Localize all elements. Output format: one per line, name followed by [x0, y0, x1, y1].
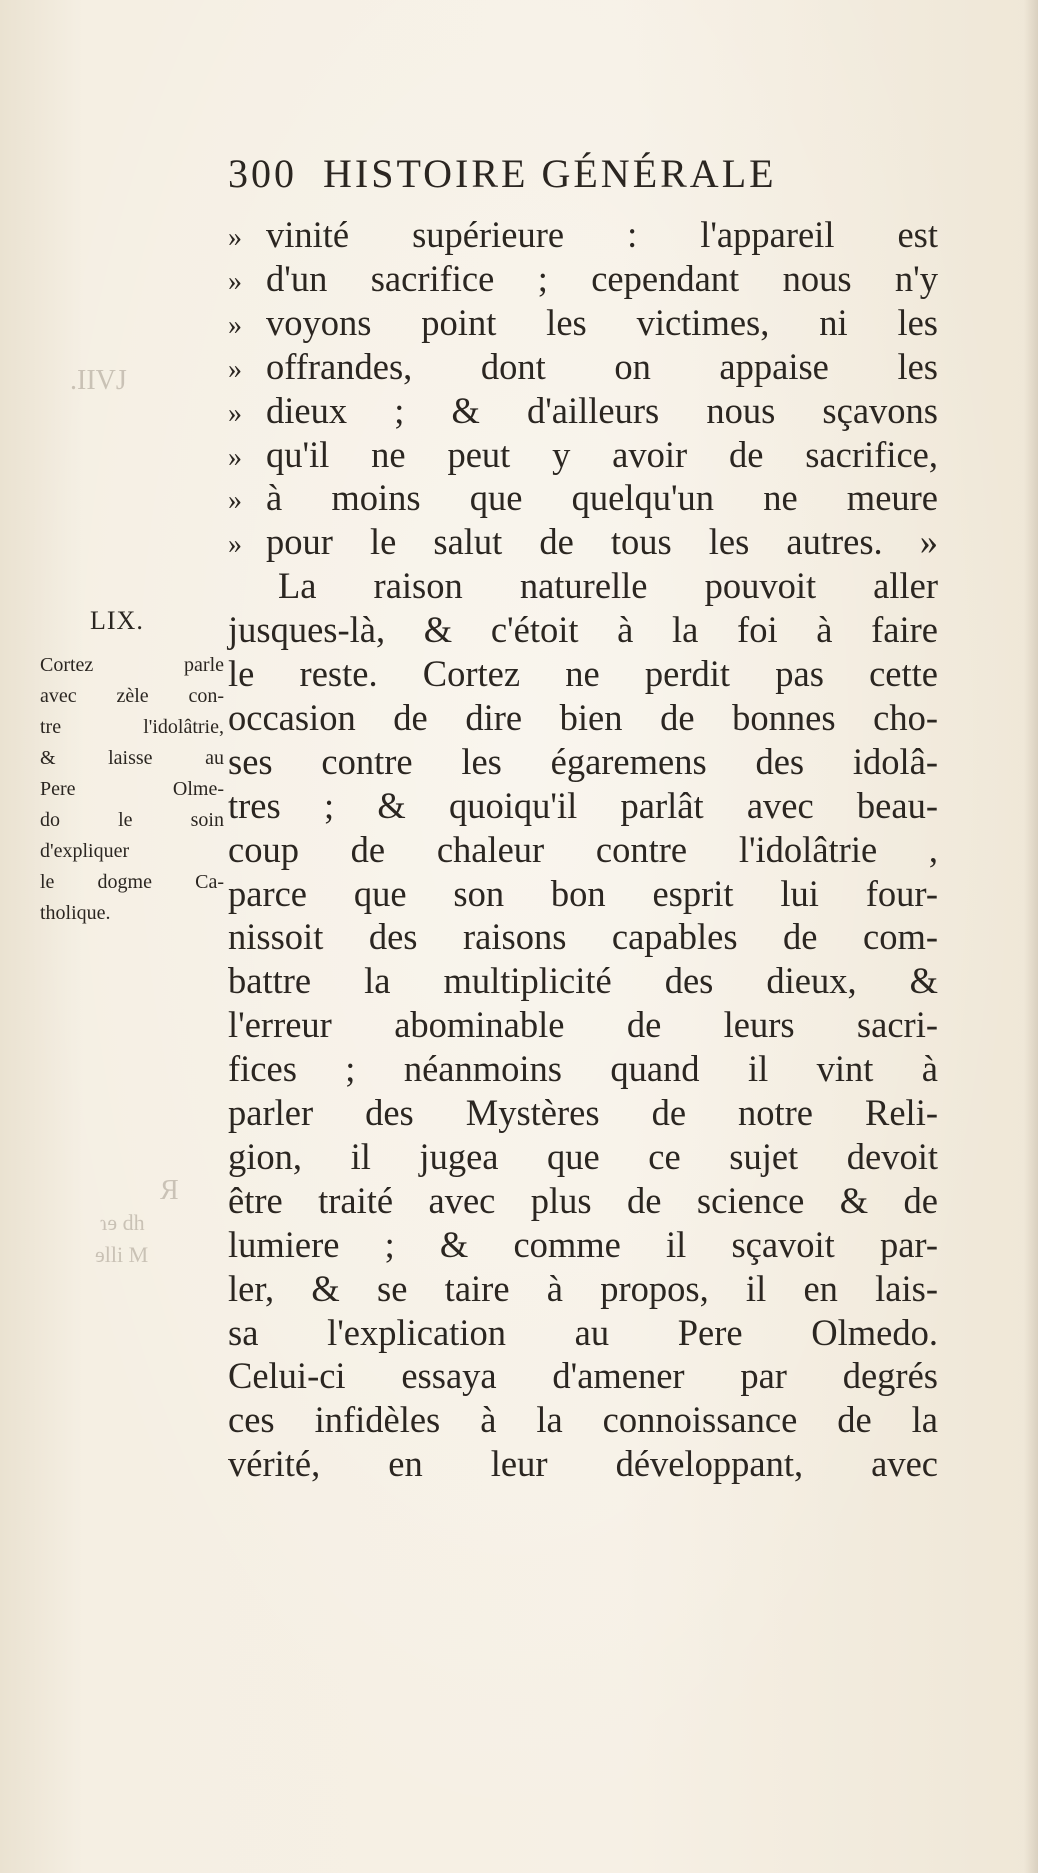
- quotation-mark: »: [228, 485, 242, 517]
- text-line-content: pour le salut de tous les autres. »: [266, 521, 938, 563]
- text-line-content: coup de chaleur contre l'idolâtrie ,: [228, 828, 938, 870]
- text-line: [228, 1003, 938, 1047]
- page-gutter-shadow: [1024, 0, 1038, 1873]
- text-line-content: nissoit des raisons capables de com-: [228, 916, 938, 958]
- margin-note-line: tre l'idolâtrie,: [40, 716, 224, 738]
- text-line-content: occasion de dire bien de bonnes cho-: [228, 696, 938, 738]
- page-number: 300: [228, 151, 297, 196]
- text-line-content: tres ; & quoiqu'il parlât avec beau-: [228, 784, 938, 826]
- quotation-mark: »: [228, 397, 242, 429]
- text-line: [228, 1354, 938, 1398]
- margin-note-line: do le soin: [40, 809, 224, 831]
- text-line: [228, 1223, 938, 1267]
- text-line: [228, 1179, 938, 1223]
- text-line: [228, 828, 938, 872]
- quotation-mark: »: [228, 265, 242, 297]
- margin-note-line: Cortez parle: [40, 654, 224, 676]
- margin-note-line: le dogme Ca-: [40, 871, 224, 893]
- bleed-through-mark: .IIVJ: [70, 365, 127, 396]
- bleed-through-mark: ɘlli M: [95, 1242, 149, 1267]
- text-line-content: gion, il jugea que ce sujet devoit: [228, 1135, 938, 1177]
- text-line-content: lumiere ; & comme il sçavoit par-: [228, 1223, 938, 1265]
- text-line: [278, 564, 938, 608]
- text-line: [228, 872, 938, 916]
- text-line: [228, 257, 938, 301]
- text-line-content: l'erreur abominable de leurs sacri-: [228, 1004, 938, 1046]
- quotation-mark: »: [228, 441, 242, 473]
- text-line-content: à moins que quelqu'un ne meure: [266, 477, 938, 519]
- text-line-content: d'un sacrifice ; cependant nous n'y: [266, 257, 938, 299]
- text-line: [228, 476, 938, 520]
- text-line: [228, 1398, 938, 1442]
- text-line: [228, 784, 938, 828]
- text-line-content: voyons point les victimes, ni les: [266, 301, 938, 343]
- running-title: HISTOIRE GÉNÉRALE: [323, 151, 777, 196]
- quotation-mark: »: [228, 529, 242, 561]
- text-line-content: Celui-ci essaya d'amener par degrés: [228, 1355, 938, 1397]
- text-line-content: fices ; néanmoins quand il vint à: [228, 1048, 938, 1090]
- text-line-content: parler des Mystères de notre Reli-: [228, 1092, 938, 1133]
- text-line: [228, 608, 938, 652]
- text-line: [228, 433, 938, 477]
- text-line-content: parce que son bon esprit lui four-: [228, 872, 938, 914]
- text-line: [228, 1442, 938, 1486]
- text-line-content: sa l'explication au Pere Olmedo.: [228, 1311, 938, 1353]
- text-line: [228, 652, 938, 696]
- text-line: [228, 915, 938, 959]
- text-line-content: jusques-là, & c'étoit à la foi à faire: [228, 609, 938, 651]
- text-line-content: ler, & se taire à propos, il en lais-: [228, 1267, 938, 1309]
- text-line: [228, 213, 938, 257]
- text-line-content: vérité, en leur développant, avec: [228, 1443, 938, 1485]
- text-line: [228, 696, 938, 740]
- text-line: [228, 1091, 938, 1135]
- text-line: [228, 1267, 938, 1311]
- margin-note-line: tholique.: [40, 902, 111, 924]
- text-line-content: offrandes, dont on appaise les: [266, 345, 938, 387]
- text-line: [228, 1311, 938, 1355]
- quotation-mark: »: [228, 309, 242, 341]
- text-line-content: être traité avec plus de science & de: [228, 1179, 938, 1221]
- text-line: [228, 345, 938, 389]
- text-line: [228, 740, 938, 784]
- running-header: [228, 150, 928, 210]
- text-line: [228, 1047, 938, 1091]
- text-line-content: le reste. Cortez ne perdit pas cette: [228, 653, 938, 694]
- margin-note-line: d'expliquer: [40, 840, 130, 862]
- text-line-content: dieux ; & d'ailleurs nous sçavons: [266, 389, 938, 431]
- text-line-content: ces infidèles à la connoissance de la: [228, 1399, 938, 1441]
- text-line-content: battre la multiplicité des dieux, &: [228, 960, 938, 1002]
- bleed-through-mark: Я: [160, 1175, 179, 1206]
- margin-note-line: avec zèle con-: [40, 685, 224, 707]
- quotation-mark: »: [228, 353, 242, 385]
- text-line: [228, 389, 938, 433]
- text-line: [228, 1135, 938, 1179]
- margin-note-line: Pere Olme-: [40, 778, 224, 800]
- text-line-content: vinité supérieure : l'appareil est: [266, 214, 938, 255]
- text-line-content: ses contre les égaremens des idolâ-: [228, 740, 938, 782]
- text-line: [228, 959, 938, 1003]
- margin-note-line: & laisse au: [40, 747, 224, 769]
- bleed-through-mark: ɿɘ dh: [100, 1210, 145, 1235]
- margin-section-number: LIX.: [90, 606, 144, 635]
- text-line: [228, 301, 938, 345]
- text-line-content: La raison naturelle pouvoit aller: [278, 565, 938, 607]
- text-line-content: qu'il ne peut y avoir de sacrifice,: [266, 433, 938, 475]
- quotation-mark: »: [228, 222, 242, 253]
- text-line: [228, 520, 938, 564]
